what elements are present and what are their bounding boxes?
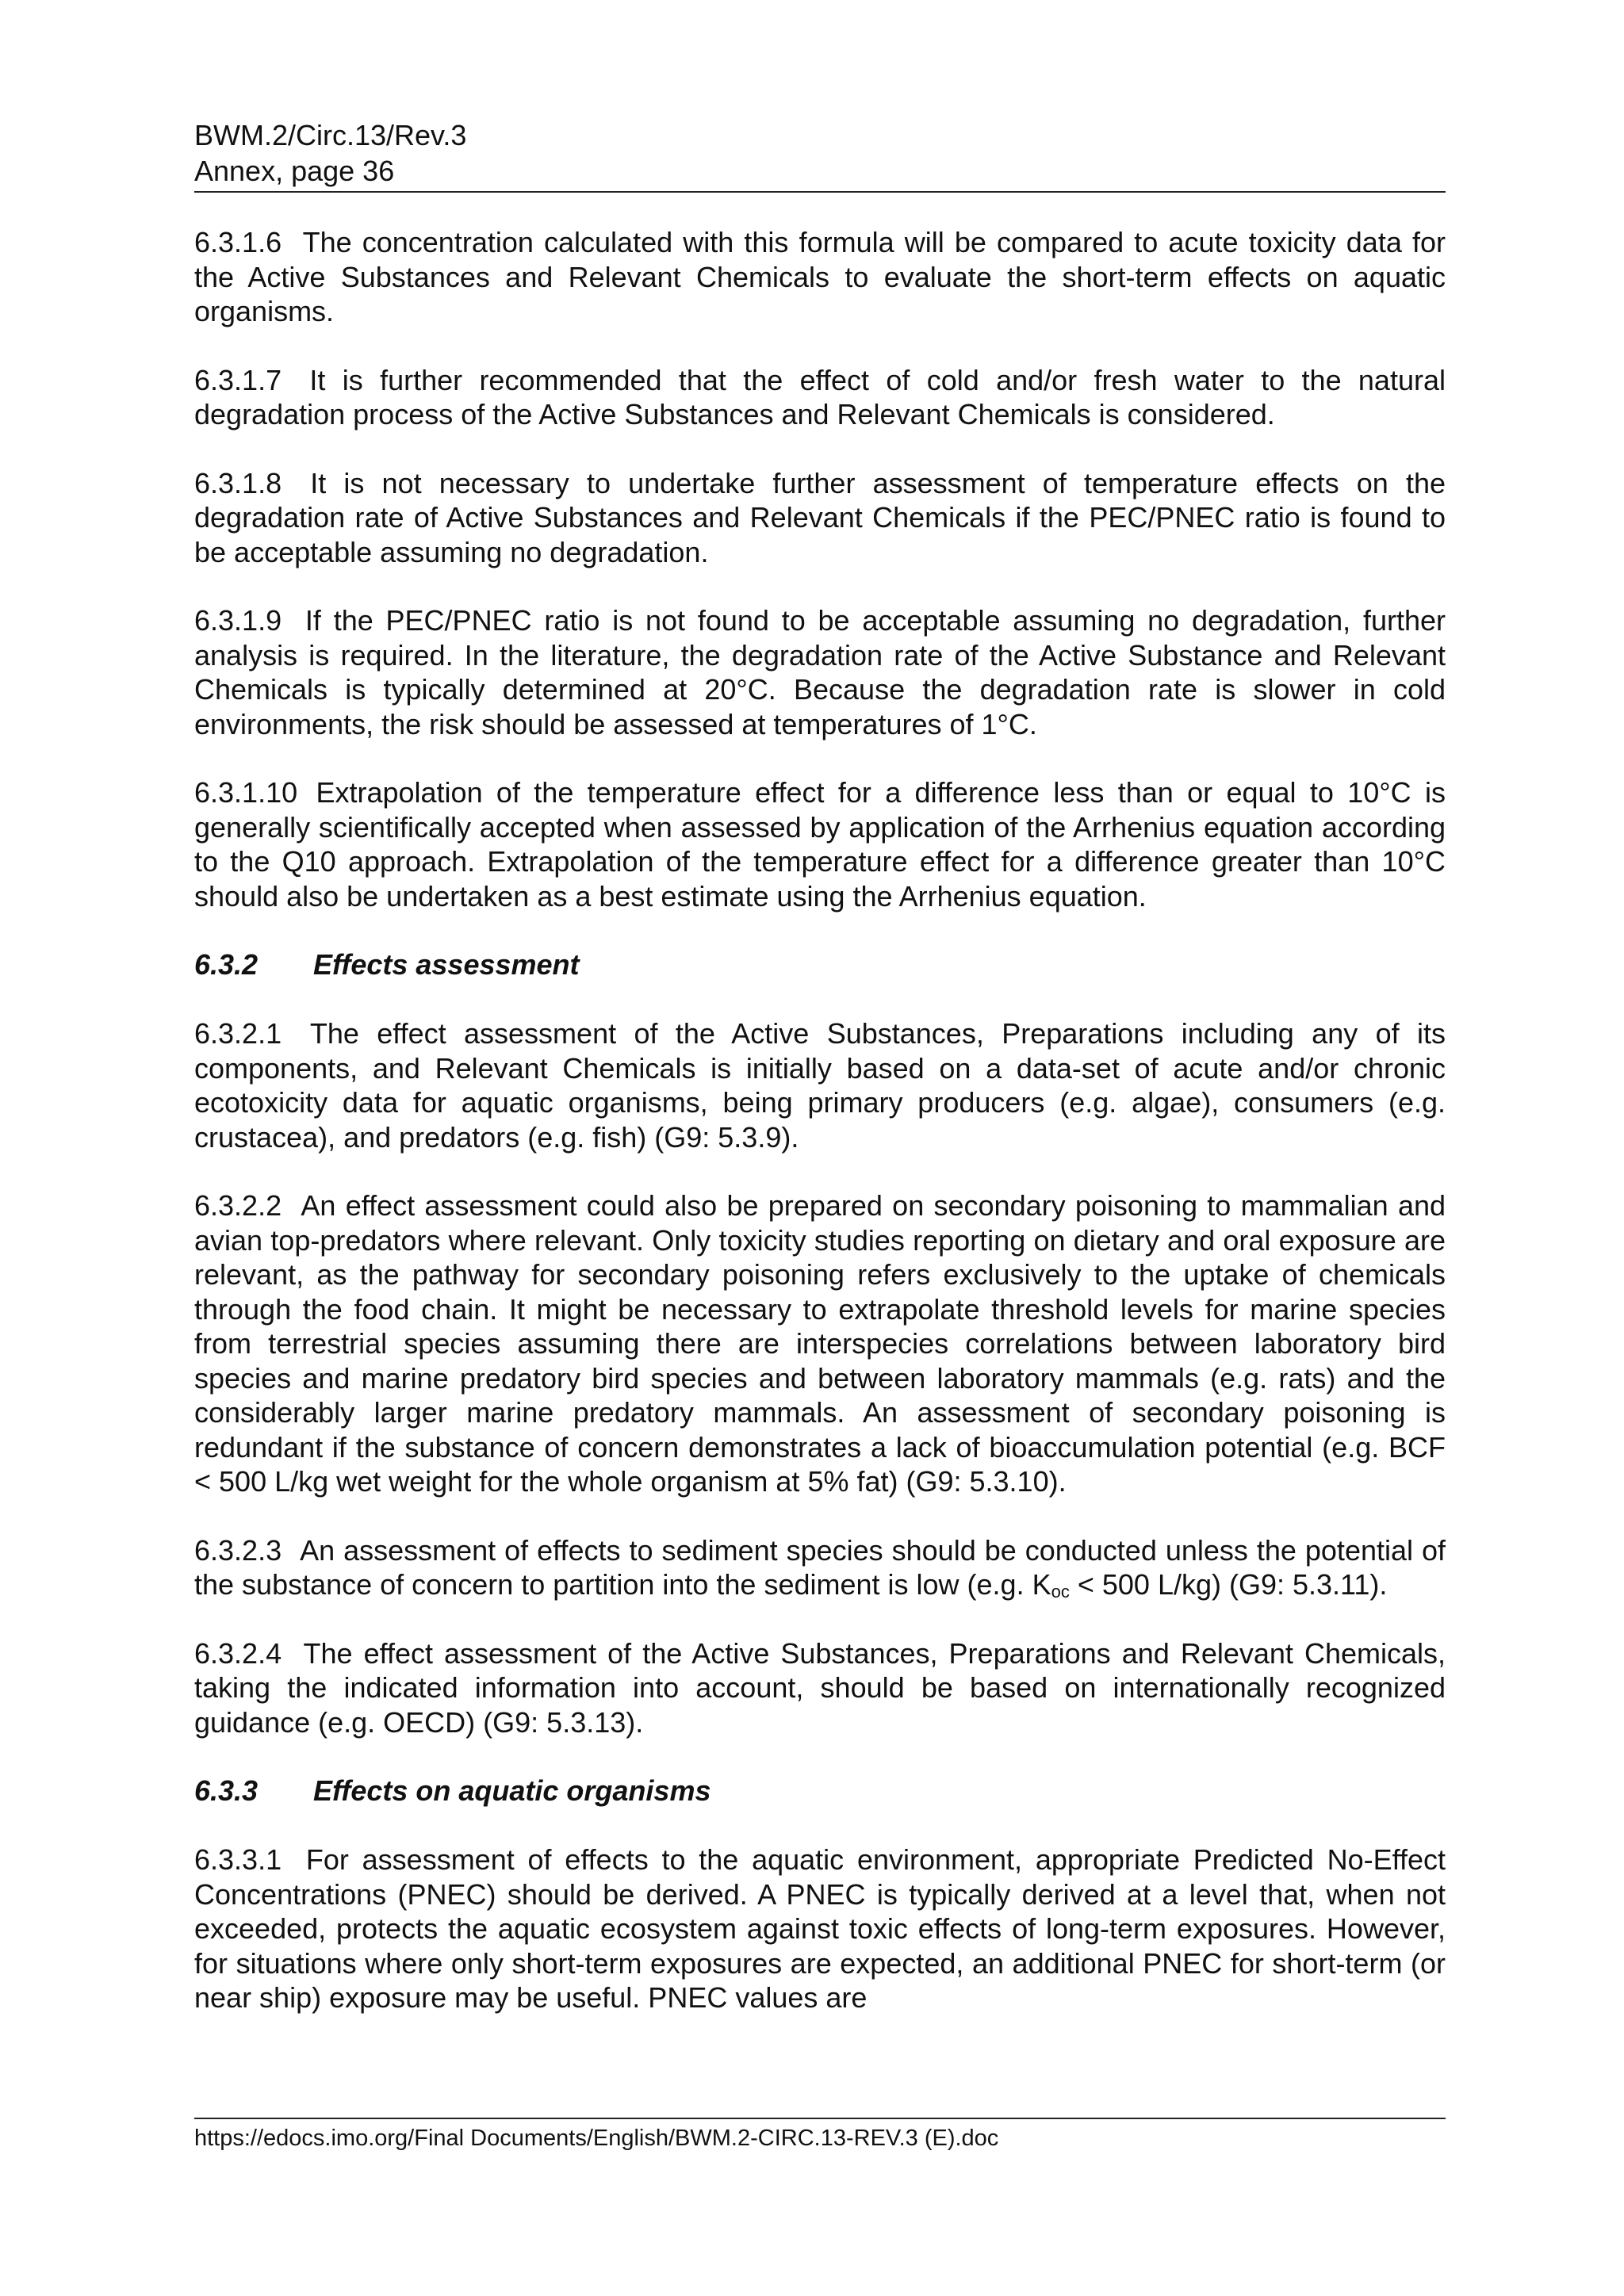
paragraph-text: For assessment of effects to the aquatic environment, appropriate Predicted No-Effect Concentrations (PNEC) should be derived. A PNEC is typically derived at a level that, when not exceeded, protects the aquatic ecosystem against toxic effects of long-term exposures. However, for situations where only short-term exposures are expected, an additional PNEC for short-term (or near ship) exposure may be useful. PNEC values are <box>194 1843 1446 2014</box>
paragraph-text: An effect assessment could also be prepared on secondary poisoning to mammalian and avian top-predators where relevant. Only toxicity studies reporting on dietary and oral exposure are relevant, as the pathway for secondary poisoning refers exclusively to the uptake of chemicals through the food chain. It might be necessary to extrapolate threshold levels for marine species from terrestrial species assuming there are interspecies correlations between laboratory bird species and marine predatory bird species and between laboratory mammals (e.g. rats) and the considerably larger marine predatory mammals. An assessment of secondary poisoning is redundant if the substance of concern demonstrates a lack of bioaccumulation potential (e.g. BCF < 500 L/kg wet weight for the whole organism at 5% fat) (G9: 5.3.10). <box>194 1189 1446 1498</box>
paragraph-text-continued: < 500 L/kg) (G9: 5.3.11). <box>1069 1568 1388 1601</box>
paragraph-number: 6.3.1.6 <box>194 226 282 258</box>
paragraph-6-3-3-1 <box>194 1843 1446 2015</box>
paragraph-6-3-2-4 <box>194 1636 1446 1740</box>
paragraph-number: 6.3.3.1 <box>194 1843 282 1876</box>
paragraph-6-3-1-10 <box>194 775 1446 913</box>
section-number: 6.3.2 <box>194 948 259 981</box>
section-heading-6-3-3 <box>194 1774 1446 1808</box>
subscript-oc: oc <box>1051 1582 1070 1601</box>
section-number: 6.3.3 <box>194 1774 259 1807</box>
paragraph-6-3-1-8 <box>194 466 1446 570</box>
section-title: Effects assessment <box>313 948 580 981</box>
paragraph-6-3-1-9 <box>194 603 1446 741</box>
section-heading-6-3-2 <box>194 947 1446 982</box>
document-path: https://edocs.imo.org/Final Documents/English/BWM.2-CIRC.13-REV.3 (E).doc <box>194 2126 999 2151</box>
document-body <box>194 225 1446 2049</box>
page-header <box>194 117 1446 193</box>
paragraph-number: 6.3.2.4 <box>194 1636 282 1670</box>
paragraph-number: 6.3.2.1 <box>194 1017 282 1050</box>
paragraph-6-3-2-1 <box>194 1016 1446 1154</box>
paragraph-text: It is further recommended that the effect of cold and/or fresh water to the natural degradation process of the Active Substances and Relevant Chemicals is considered. <box>194 363 1446 430</box>
paragraph-number: 6.3.1.10 <box>194 776 298 809</box>
paragraph-number: 6.3.1.9 <box>194 604 282 637</box>
paragraph-text: It is not necessary to undertake further assessment of temperature effects on the degradation rate of Active Substances and Relevant Chemicals if the PEC/PNEC ratio is found to be acceptable assuming no degradation. <box>194 466 1446 568</box>
page-footer <box>194 2118 1446 2152</box>
paragraph-6-3-1-7 <box>194 363 1446 432</box>
paragraph-number: 6.3.1.8 <box>194 466 282 499</box>
document-id: BWM.2/Circ.13/Rev.3 <box>194 119 467 151</box>
paragraph-text: If the PEC/PNEC ratio is not found to be acceptable assuming no degradation, further analysis is required. In the literature, the degradation rate of the Active Substance and Relevant Chemicals is typically determined at 20°C. Because the degradation rate is slower in cold environments, the risk should be assessed at temperatures of 1°C. <box>194 604 1446 740</box>
paragraph-text: The effect assessment of the Active Substances, Preparations including any of its components, and Relevant Chemicals is initially based on a data-set of acute and/or chronic ecotoxicity data for aquatic organisms, being primary producers (e.g. algae), consumers (e.g. crustacea), and predators (e.g. fish) (G9: 5.3.9). <box>194 1017 1446 1154</box>
paragraph-text: The effect assessment of the Active Substances, Preparations and Relevant Chemicals, taking the indicated information into account, should be based on internationally recognized guidance (e.g. OECD) (G9: 5.3.13). <box>194 1636 1446 1739</box>
paragraph-number: 6.3.2.3 <box>194 1533 282 1567</box>
paragraph-text: An assessment of effects to sediment species should be conducted unless the potential of the substance of concern to partition into the sediment is low (e.g. K <box>194 1533 1446 1601</box>
paragraph-number: 6.3.2.2 <box>194 1189 282 1222</box>
section-title: Effects on aquatic organisms <box>313 1774 711 1807</box>
paragraph-6-3-1-6 <box>194 225 1446 329</box>
paragraph-text: The concentration calculated with this formula will be compared to acute toxicity data for the Active Substances and Relevant Chemicals to evaluate the short-term effects on aquatic organisms. <box>194 226 1446 327</box>
paragraph-number: 6.3.1.7 <box>194 363 282 396</box>
paragraph-text: Extrapolation of the temperature effect for a difference less than or equal to 10°C is generally scientifically accepted when assessed by application of the Arrhenius equation according to the Q10 approach. Extrapolation of the temperature effect for a difference greater than 10°C should also be undertaken as a best estimate using the Arrhenius equation. <box>194 776 1446 913</box>
page-reference: Annex, page 36 <box>194 155 395 187</box>
paragraph-6-3-2-3 <box>194 1533 1446 1602</box>
paragraph-6-3-2-2 <box>194 1188 1446 1499</box>
